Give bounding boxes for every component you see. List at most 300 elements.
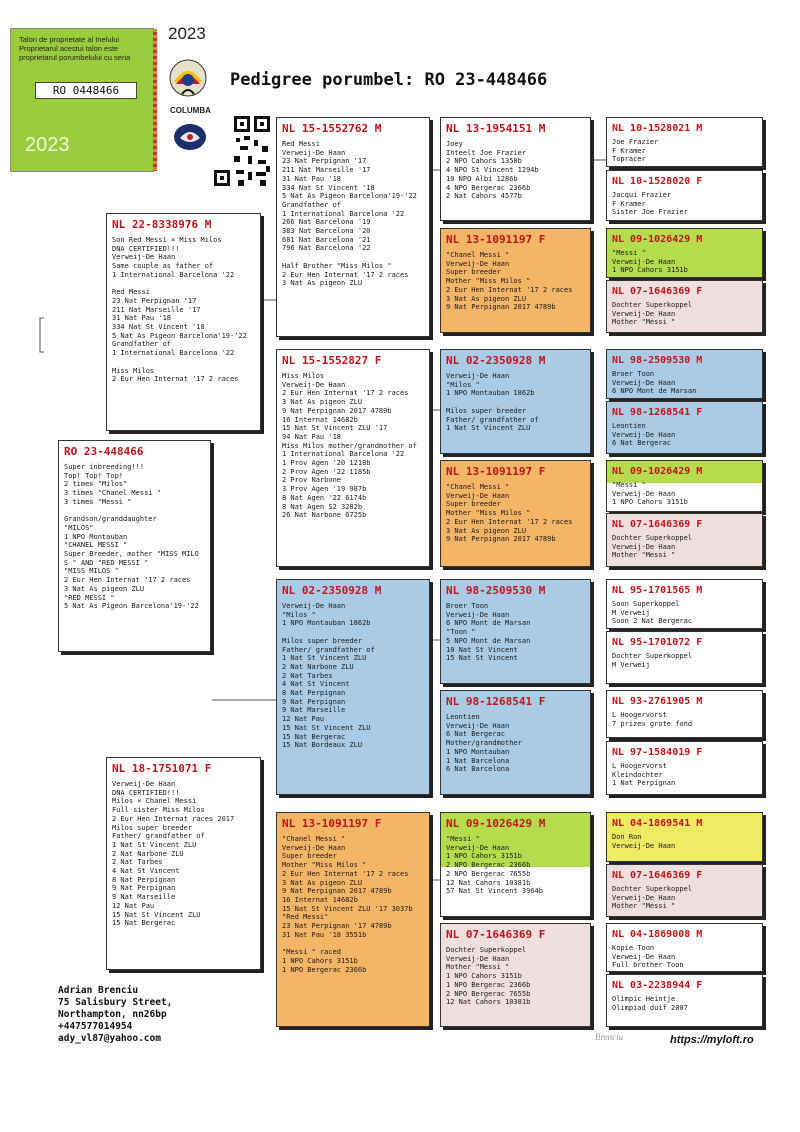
lines-container <box>446 140 585 201</box>
pedigree-line: 796 Nat Barcelona '22 <box>282 244 371 253</box>
pedigree-line: Mother "Messi " <box>612 318 676 327</box>
pedigree-line <box>64 507 205 516</box>
pedigree-line: "Red Messi" <box>282 913 329 922</box>
pedigree-line: 6 Nat Bergerac <box>612 439 672 448</box>
sire-box <box>106 213 261 431</box>
pedigree-line: Dochter Superkoppel <box>446 946 527 954</box>
pedigree-line: Soon Superkoppel <box>612 600 680 608</box>
pedigree-line: Verweij-De Haan <box>612 952 676 961</box>
pedigree-line: Verweij-De Haan <box>446 843 510 852</box>
pedigree-line: Grandson/granddaughter <box>64 515 157 524</box>
ggg-box <box>606 631 763 684</box>
pedigree-line: Mother "Messi " <box>612 902 676 911</box>
ring-id: RO 23-448466 <box>64 445 144 458</box>
pedigree-line: 1 Nat Perpignan <box>612 779 676 788</box>
pedigree-line: Same couple as father of <box>112 262 214 271</box>
pedigree-line: 5 NPO Mont de Marsan <box>446 636 531 645</box>
pedigree-line: 94 Nat Pau '18 <box>282 432 342 441</box>
pedigree-line: 2 NPO Cahors 1358b <box>446 157 522 166</box>
ring-id: NL 07-1646369 F <box>612 286 703 297</box>
pedigree-line: Miss Milos <box>112 366 155 375</box>
pedigree-line: Broer Toon <box>446 602 489 610</box>
great-grandparent-box <box>440 812 591 917</box>
pedigree-line: Mother "Miss Milos " <box>282 861 367 870</box>
pedigree-line: 1 NPO Bergerac 2366b <box>446 980 531 989</box>
pedigree-line: 2 Eur Hen Internat '17 2 races <box>282 270 409 279</box>
great-grandparent-box <box>440 923 591 1027</box>
pedigree-line: 1 NPO Montauban 1862b <box>282 619 371 628</box>
great-grandparent-box <box>440 690 591 795</box>
pedigree-line: 3 Nat As pigeon ZLU <box>446 294 527 303</box>
pedigree-line: 1 Nat St Vincent ZLU <box>446 424 531 433</box>
pedigree-line: 7 prizes grote fond <box>612 719 693 728</box>
pedigree-line: Verweij-De Haan <box>446 491 510 500</box>
pedigree-line: 9 Nat Perpignan 2017 4789b <box>446 535 556 544</box>
pedigree-line: Super breeder <box>282 852 337 861</box>
pedigree-line: 3 Nat As pigeon ZLU <box>282 878 363 887</box>
pedigree-line: Verweij-De Haan <box>446 259 510 268</box>
lines-container <box>612 534 757 560</box>
pedigree-line: 1 NPO Cahors 3151b <box>612 266 688 275</box>
website-link[interactable]: https://myloft.ro <box>670 1034 754 1046</box>
pedigree-line: Mother "Miss Milos " <box>446 277 531 286</box>
lines-container <box>612 652 757 669</box>
ggg-box <box>606 460 763 512</box>
pedigree-line: 4 NPO Bergerac 2366b <box>446 183 531 192</box>
pedigree-line: 6 Nat Barcelona <box>446 765 510 774</box>
ggg-box <box>606 349 763 399</box>
pedigree-line: Milos × Chanel Messi <box>112 797 197 806</box>
pedigree-line: 8 Nat Agen '22 6174b <box>282 493 367 502</box>
pedigree-line: 2 NPO Bergerac 7655b <box>446 989 531 998</box>
pedigree-line: Dochter Superkoppel <box>612 534 693 542</box>
pedigree-line: 15 Nat St Vincent <box>446 654 518 663</box>
lines-container <box>612 370 757 396</box>
card-line: Talon de proprietate al Inelului <box>19 35 120 44</box>
pedigree-line: Topracer <box>612 155 646 164</box>
pedigree-line: 12 Nat Pau <box>282 715 325 724</box>
pedigree-line: 1 NPO Montauban <box>446 747 510 756</box>
pedigree-line: 1 NPO Cahors 3151b <box>612 498 688 507</box>
ggg-box <box>606 401 763 454</box>
great-grandparent-box <box>440 579 591 684</box>
pedigree-line: 2 Eur Hen Internat '17 2 races <box>446 517 573 526</box>
pedigree-line: 2 Eur Hen Internat '17 2 races <box>446 285 573 294</box>
pedigree-line: "MILOS" <box>64 523 94 532</box>
ggg-box <box>606 923 763 972</box>
pedigree-line: 9 Nat Marseille <box>112 893 176 902</box>
pedigree-line: 31 Nat Pau '18 <box>112 314 172 323</box>
pedigree-line: 9 Nat Marseille <box>282 706 346 715</box>
pedigree-line: Soon 2 Nat Bergerac <box>612 617 693 626</box>
lines-container <box>112 236 255 384</box>
grandparent-box <box>276 349 430 567</box>
pedigree-line: 15 Nat St Vincent ZLU <box>112 910 201 919</box>
pedigree-line: Dochter Superkoppel <box>612 652 693 660</box>
great-grandparent-box <box>440 117 591 221</box>
pedigree-line: 4 NPO St Vincent 1294b <box>446 166 539 175</box>
ring-id: NL 97-1584019 F <box>612 747 703 758</box>
pedigree-line: 1 NPO Cahors 3151b <box>446 852 522 861</box>
pedigree-line: 15 Nat Bordeaux ZLU <box>282 741 363 750</box>
pedigree-line <box>446 398 585 407</box>
ggg-box <box>606 228 763 278</box>
ring-id: NL 07-1646369 F <box>446 928 546 941</box>
contact-name: Adrian Brenciu <box>58 985 139 996</box>
pedigree-line: M Verweij <box>612 608 650 617</box>
lines-container <box>446 251 585 312</box>
pedigree-line: 211 Nat Marseille '17 <box>282 166 371 175</box>
pedigree-line: Kopie Toon <box>612 944 655 952</box>
great-grandparent-box <box>440 349 591 454</box>
pedigree-line: 1 Nat Barcelona <box>446 756 510 765</box>
grandparent-box <box>276 812 430 1027</box>
pedigree-line: 12 Nat Pau <box>112 901 155 910</box>
ring-id: NL 98-1268541 F <box>446 695 546 708</box>
ring-id: NL 95-1701072 F <box>612 637 703 648</box>
pedigree-line: "CHANEL MESSI " <box>64 541 128 550</box>
pedigree-line: Olimpiad duif 2007 <box>612 1003 688 1012</box>
pedigree-line: 211 Nat Marseille '17 <box>112 305 201 314</box>
pedigree-line: Milos super breeder <box>112 823 193 832</box>
pedigree-line: 2 Nat Narbone ZLU <box>112 849 184 858</box>
card-year: 2023 <box>25 134 70 156</box>
pedigree-line: Mother "Miss Milos " <box>446 509 531 518</box>
ggg-box <box>606 280 763 333</box>
pedigree-line: "RED MESSI " <box>64 593 115 602</box>
ggg-box <box>606 864 763 917</box>
ring-id: NL 22-8338976 M <box>112 218 212 231</box>
pedigree-line: Dochter Superkoppel <box>612 885 693 893</box>
pedigree-line: M Verweij <box>612 660 650 669</box>
pedigree-line: 2 times "Milos" <box>64 480 128 489</box>
ring-number: RO 0448466 <box>35 82 137 99</box>
pedigree-line: 3 Prov Agen '19 987b <box>282 485 367 494</box>
ggg-box <box>606 117 763 167</box>
pedigree-line: 1 Nat St Vincent ZLU <box>282 654 367 663</box>
ggg-box <box>606 812 763 862</box>
pedigree-line: Verweij-De Haan <box>282 602 346 610</box>
pedigree-line: 57 Nat St Vincent 3964b <box>446 887 543 896</box>
ggg-box <box>606 513 763 567</box>
pedigree-line <box>282 628 424 637</box>
lines-container <box>612 138 757 164</box>
pedigree-line: Verweij-De Haan <box>446 721 510 730</box>
pedigree-line: Super Breeder, mother "MISS MILO <box>64 550 199 559</box>
lines-container <box>446 946 585 1007</box>
pedigree-line: 2 Eur Hen Internat '17 2 races <box>282 869 409 878</box>
pedigree-line: "Toon " <box>446 628 476 637</box>
pedigree-line: 2 Eur Hen Internat '17 2 races <box>112 375 239 384</box>
pedigree-line: Super breeder <box>446 268 501 277</box>
grandparent-box <box>276 117 430 337</box>
pedigree-line: 3 Nat As pigeon ZLU <box>282 279 363 288</box>
pedigree-line: 5 Nat As Pigeon Barcelona'19-'22 <box>64 602 199 611</box>
pedigree-line: Verweij-De Haan <box>612 430 676 439</box>
pedigree-line: "Messi " raced <box>282 948 342 957</box>
lines-container <box>612 600 757 626</box>
pedigree-line: S " AND "RED MESSI " <box>64 558 149 567</box>
pedigree-line: Full sister Miss Milos <box>112 806 205 815</box>
pedigree-line: Verweij-De Haan <box>446 610 510 619</box>
lines-container <box>446 483 585 544</box>
pedigree-line: Verweij-De Haan <box>282 380 346 389</box>
pedigree-line: Verweij-De Haan <box>612 893 676 902</box>
pedigree-line: 23 Nat Perpignan '17 4789b <box>282 922 392 931</box>
pedigree-line: 2 NPO Bergerac 2366b <box>446 861 531 870</box>
pedigree-line: 1 International Barcelona '22 <box>282 209 405 218</box>
card-line: proprietarul porumbelului cu seria <box>19 53 131 62</box>
signature: Brenciu <box>595 1032 624 1042</box>
pedigree-line: 10 NPO Albi 1286b <box>446 174 518 183</box>
pedigree-line: "Chanel Messi " <box>446 251 510 259</box>
dam-box <box>106 757 261 970</box>
pedigree-line <box>282 939 424 948</box>
pedigree-line: "MISS MILOS " <box>64 567 119 576</box>
pedigree-line: L Hoogervorst <box>612 762 667 770</box>
ring-id: NL 15-1552762 M <box>282 122 382 135</box>
pedigree-line: 1 NPO Cahors 3151b <box>282 956 358 965</box>
lines-container <box>612 249 757 275</box>
grandparent-box <box>276 579 430 795</box>
pedigree-line: Inteelt Joe Frazier <box>446 148 527 157</box>
pedigree-line: Olimpic Heintje <box>612 995 676 1003</box>
lines-container <box>612 885 757 911</box>
pedigree-line: Kleindochter <box>612 770 663 779</box>
ring-id: NL 09-1026429 M <box>612 234 703 245</box>
pedigree-line: 15 Nat St Vincent ZLU '17 3037b <box>282 904 413 913</box>
ring-id: NL 02-2350928 M <box>446 354 546 367</box>
pedigree-line: 12 Nat Cahors 10381b <box>446 998 531 1007</box>
pedigree-line: Mother/grandmother <box>446 739 522 748</box>
pedigree-line: Miss Milos mother/grandmother of <box>282 441 417 450</box>
pedigree-line: 3 times "Messi " <box>64 497 132 506</box>
lines-container <box>612 711 757 728</box>
ring-id: NL 98-2509530 M <box>612 355 703 366</box>
lines-container <box>446 372 585 433</box>
pedigree-line: Verweij-De Haan <box>282 843 346 852</box>
lines-container <box>112 780 255 928</box>
pedigree-line: Joe Frazier <box>612 138 659 146</box>
pedigree-line: Super inbreeding!!! <box>64 463 145 471</box>
pedigree-line: Joey <box>446 140 463 148</box>
pedigree-line: "Messi " <box>446 835 480 843</box>
lines-container <box>612 995 757 1012</box>
ggg-box <box>606 579 763 629</box>
pedigree-line: 2 Nat Cahors 4577b <box>446 192 522 201</box>
great-grandparent-box <box>440 228 591 333</box>
pedigree-line: Red Messi <box>282 140 320 148</box>
pedigree-line: 3 Nat As pigeon ZLU <box>282 398 363 407</box>
ring-id: NL 04-1869008 M <box>612 929 703 940</box>
pedigree-line: Milos super breeder <box>446 406 527 415</box>
pedigree-line: 4 Nat St Vincent <box>112 867 180 876</box>
pedigree-line: 1 Nat St Vincent ZLU <box>112 840 197 849</box>
breeder-contact <box>58 985 172 1045</box>
main-pigeon-box <box>58 440 211 652</box>
lines-container <box>282 602 424 750</box>
lines-container <box>446 713 585 774</box>
pedigree-line: 9 Nat Perpignan 2017 4789b <box>282 887 392 896</box>
pedigree-line: Verweij-De Haan <box>282 148 346 157</box>
ggg-box <box>606 741 763 795</box>
lines-container <box>446 602 585 663</box>
pedigree-line: "Messi " <box>612 249 646 257</box>
pedigree-line: 6 Nat Bergerac <box>446 730 506 739</box>
pedigree-line <box>112 358 255 367</box>
ring-id: NL 07-1646369 F <box>612 870 703 881</box>
pedigree-line: 1 International Barcelona '22 <box>112 270 235 279</box>
pedigree-line: 31 Nat Pau '18 3551b <box>282 930 367 939</box>
pedigree-line: 15 Nat St Vincent ZLU <box>282 723 371 732</box>
pedigree-line: 15 Nat Bergerac <box>112 919 176 928</box>
pedigree-line: Milos super breeder <box>282 636 363 645</box>
ring-id: NL 09-1026429 M <box>612 466 703 477</box>
pedigree-line: Father/ grandfather of <box>282 645 375 654</box>
pedigree-line: 2 Nat Tarbes <box>282 671 333 680</box>
pedigree-line: F Kramer <box>612 146 646 155</box>
lines-container <box>446 835 585 896</box>
ggg-box <box>606 690 763 738</box>
pedigree-line: Full brother Toon <box>612 961 684 970</box>
pedigree-line <box>112 280 255 289</box>
pedigree-line: 16 Internat 14682b <box>282 895 358 904</box>
pedigree-line: 9 Nat Perpignan 2017 4789b <box>446 303 556 312</box>
pedigree-line: Sister Joe Frazier <box>612 208 688 217</box>
contact-city: Northampton, nn26bp <box>58 1009 167 1020</box>
ggg-box <box>606 170 763 221</box>
pedigree-line: Leontien <box>446 713 480 721</box>
pedigree-line: Red Messi <box>112 288 150 297</box>
contact-street: 75 Salisbury Street, <box>58 997 173 1008</box>
ring-id: NL 13-1091197 F <box>446 465 546 478</box>
pedigree-line: Verweij-De Haan <box>112 780 176 788</box>
pedigree-line: "Chanel Messi " <box>446 483 510 491</box>
pedigree-line: 12 Nat Cahors 10381b <box>446 878 531 887</box>
ring-id: NL 15-1552827 F <box>282 354 382 367</box>
ring-id: NL 18-1751071 F <box>112 762 212 775</box>
pedigree-line: 9 Nat Perpignan <box>282 697 346 706</box>
pedigree-line: 8 Nat Perpignan <box>112 875 176 884</box>
ring-id: NL 98-2509530 M <box>446 584 546 597</box>
pedigree-line: F Kramer <box>612 199 646 208</box>
pedigree-line: DNA CERTIFIED!!! <box>112 244 180 253</box>
pedigree-line: Jacqui Frazier <box>612 191 672 199</box>
pedigree-line: 334 Nat St Vincent '18 <box>282 183 375 192</box>
pedigree-line: 23 Nat Perpignan '17 <box>112 296 197 305</box>
pedigree-line: 6 NPO Mont de Marsan <box>612 387 697 396</box>
contact-email[interactable]: ady_vl87@yahoo.com <box>58 1033 161 1044</box>
pedigree-line: Miss Milos <box>282 372 325 380</box>
pedigree-line: 5 Nat As Pigeon Barcelona'19-'22 <box>112 331 247 340</box>
pedigree-line: Verweij-De Haan <box>446 954 510 963</box>
ring-id: NL 13-1091197 F <box>446 233 546 246</box>
ring-id: NL 04-1869541 M <box>612 818 703 829</box>
pedigree-line: "Milos " <box>446 380 480 389</box>
pedigree-line: 9 Nat Perpignan <box>112 884 176 893</box>
pedigree-line: 8 Nat Agen S2 3282b <box>282 502 363 511</box>
pedigree-line: 3 Nat As pigeon ZLU <box>446 526 527 535</box>
pedigree-line: L Hoogervorst <box>612 711 667 719</box>
ring-id: NL 93-2761905 M <box>612 696 703 707</box>
pedigree-line: 681 Nat Barcelona '21 <box>282 235 371 244</box>
pedigree-line: Son Red Messi × Miss Milos <box>112 236 222 244</box>
ring-id: NL 03-2238944 F <box>612 980 703 991</box>
ring-id: NL 98-1268541 F <box>612 407 703 418</box>
pedigree-line: 383 Nat Barcelona '20 <box>282 227 371 236</box>
pedigree-line: 2 Eur Hen Internat '17 2 races <box>64 576 191 585</box>
ggg-box <box>606 974 763 1027</box>
pedigree-line: 1 NPO Montauban <box>64 532 128 541</box>
pedigree-line: Leontien <box>612 422 646 430</box>
ring-id: NL 13-1954151 M <box>446 122 546 135</box>
pedigree-line: Father/ grandfather of <box>446 415 539 424</box>
pedigree-line: 5 Nat As Pigeon Barcelona'19-'22 <box>282 192 417 201</box>
lines-container <box>282 140 424 288</box>
lines-container <box>612 481 757 507</box>
pedigree-line: 15 Nat St Vincent ZLU '17 <box>282 424 388 433</box>
pedigree-line: Super breeder <box>446 500 501 509</box>
pedigree-line: 1 NPO Cahors 3151b <box>446 972 522 981</box>
pedigree-line <box>282 253 424 262</box>
pedigree-line: Verweij-De Haan <box>112 253 176 262</box>
logo-wordmark: COLUMBA <box>170 106 211 115</box>
lines-container <box>612 944 757 970</box>
pedigree-line: 26 Nat Narbone 6725b <box>282 511 367 520</box>
lines-container <box>64 463 205 611</box>
pedigree-line: DNA CERTIFIED!!! <box>112 788 180 797</box>
pedigree-line: 266 Nat Barcelona '19 <box>282 218 371 227</box>
pedigree-line: 1 International Barcelona '22 <box>282 450 405 459</box>
ring-id: NL 13-1091197 F <box>282 817 382 830</box>
ring-id: NL 10-1528020 F <box>612 176 703 187</box>
great-grandparent-box <box>440 460 591 567</box>
pedigree-line: Verweij-De Haan <box>446 372 510 380</box>
ring-id: NL 07-1646369 F <box>612 519 703 530</box>
pedigree-line: Half Brother "Miss Milos " <box>282 261 392 270</box>
contact-phone: +447577014954 <box>58 1021 133 1032</box>
pedigree-line: Verweij-De Haan <box>612 309 676 318</box>
lines-container <box>612 422 757 448</box>
pedigree-line: 3 times "Chanel Messi " <box>64 489 161 498</box>
pedigree-line: Mother "Messi " <box>612 551 676 560</box>
pedigree-line: 1 NPO Bergerac 2366b <box>282 965 367 974</box>
pedigree-line: 3 Nat As pigeon ZLU <box>64 584 145 593</box>
lines-container <box>282 372 424 520</box>
pedigree-line: Verweij-De Haan <box>612 489 676 498</box>
pedigree-line: Verweij-De Haan <box>612 841 676 850</box>
pedigree-line: 31 Nat Pau '18 <box>282 174 342 183</box>
pedigree-line: Verweij-De Haan <box>612 542 676 551</box>
pedigree-line: Mother "Messi " <box>446 963 510 972</box>
pedigree-line: 2 Nat Narbone ZLU <box>282 662 354 671</box>
pedigree-line: Grandfather of <box>112 340 172 349</box>
pedigree-line: 2 Prov Narbone <box>282 476 342 485</box>
pedigree-line: 8 Nat Perpignan <box>282 689 346 698</box>
pedigree-line: Father/ grandfather of <box>112 832 205 841</box>
lines-container <box>612 191 757 217</box>
pedigree-line: Grandfather of <box>282 200 342 209</box>
ring-id: NL 09-1026429 M <box>446 817 546 830</box>
lines-container <box>282 835 424 974</box>
lines-container <box>612 301 757 327</box>
pedigree-line: 10 Nat St Vincent <box>446 645 518 654</box>
pedigree-line: Broer Toon <box>612 370 655 378</box>
page-title: Pedigree porumbel: RO 23-448466 <box>230 70 548 90</box>
ring-id: NL 02-2350928 M <box>282 584 382 597</box>
pedigree-line: Verweij-De Haan <box>612 257 676 266</box>
card-line: Proprietarul acestui talon este <box>19 44 119 53</box>
